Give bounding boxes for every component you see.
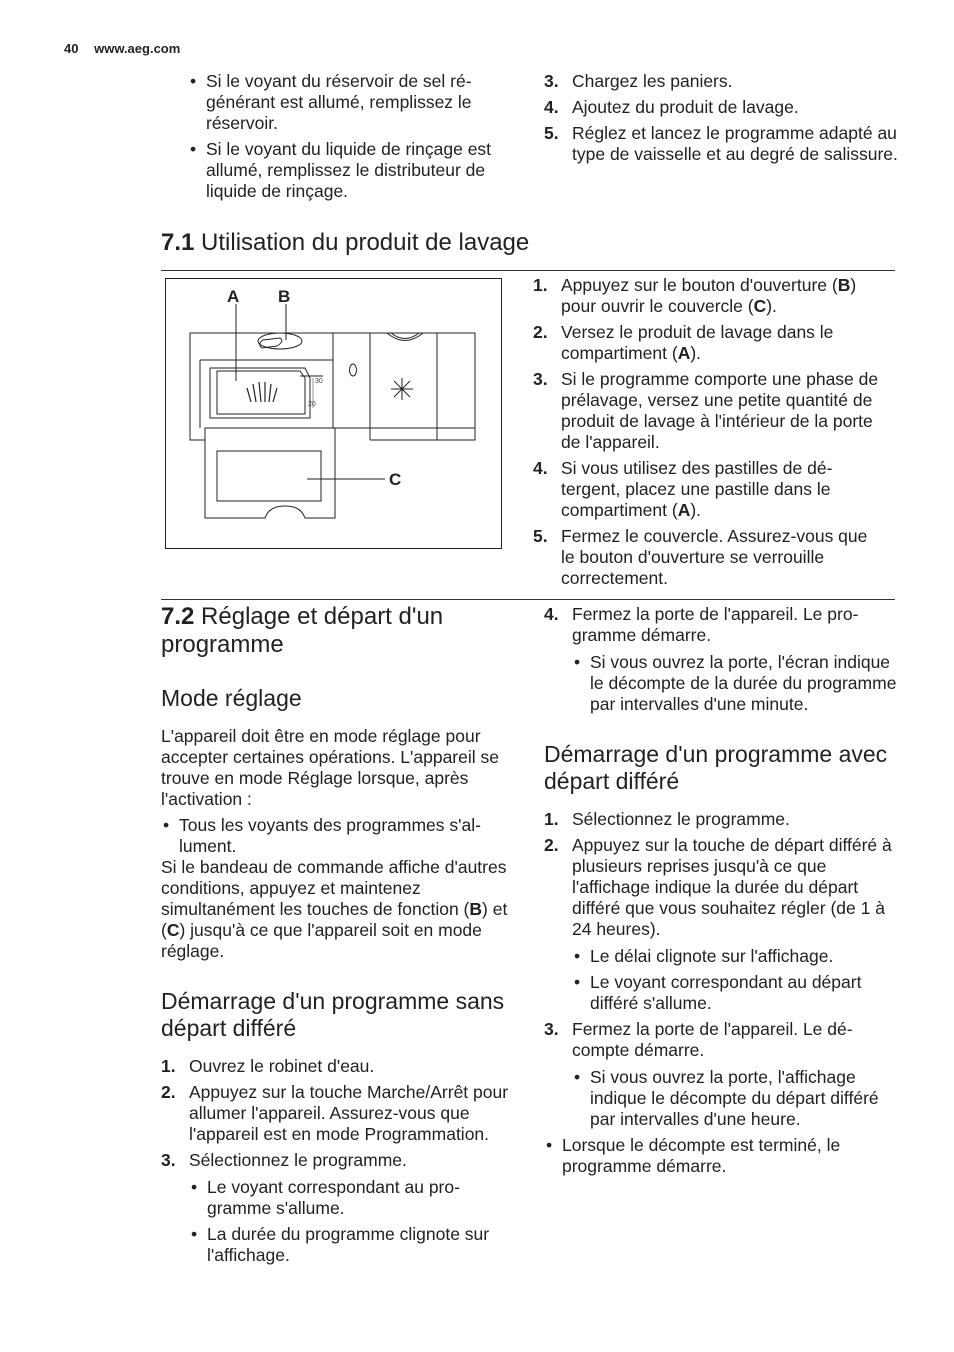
final-bullet-list	[544, 1135, 899, 1177]
list-item: • Si le voyant du réservoir de sel régénérant est allumé, remplissez le réservoir.	[188, 71, 506, 134]
list-item: 4. Si vous utilisez des pastilles de détergent, placez une pastille dans le compartiment (A).	[533, 458, 833, 520]
label-b: B	[278, 287, 291, 306]
page-header	[64, 38, 180, 59]
list-item: 3. Sélectionnez le programme. • Le voyant correspondant au programme s'allume. • La durée du programme clignote sur l'affichage.	[161, 1150, 513, 1266]
section-heading-7-2: 7.2 Réglage et départ d'un programme	[161, 603, 444, 658]
top-right-step-list	[544, 71, 899, 170]
mode-bullet-list	[161, 815, 513, 857]
list-item: • Si vous ouvrez la porte, l'affichage indique le décompte du départ différé par intervalles d'une heure.	[572, 1067, 899, 1130]
section-7-1-steps	[533, 275, 883, 594]
subheading-sans-depart: Démarrage d'un programme sans départ différé	[161, 988, 505, 1041]
list-item: 1. Appuyez sur le bouton d'ouverture (B) pour ouvrir le couvercle (C).	[533, 275, 857, 316]
list-item: • Le voyant correspondant au départ différé s'allume.	[572, 972, 899, 1014]
list-item: 5. Fermez le couvercle. Assurez-vous que le bouton d'ouverture se verrouille correctement.	[533, 526, 868, 588]
label-c: C	[389, 470, 402, 489]
top-left-bullet-list	[188, 71, 506, 207]
subheading-avec-depart: Démarrage d'un programme avec départ différé	[544, 741, 888, 794]
list-item: 1. Ouvrez le robinet d'eau.	[161, 1056, 375, 1076]
scale-label-30: 30	[315, 378, 323, 385]
list-item: 3. Chargez les paniers.	[544, 71, 733, 91]
sparkle-icon	[391, 378, 413, 400]
dispenser-figure	[165, 278, 502, 549]
list-item: 1. Sélectionnez le programme.	[544, 809, 790, 829]
page-number: 40	[64, 41, 79, 56]
section-7-2-right	[544, 604, 899, 1182]
list-item: 3. Si le programme comporte une phase de prélavage, versez une petite quantité de produit de lavage à l'intérieur de la porte de l'appareil.	[533, 369, 879, 452]
list-item: • La durée du programme clignote sur l'affichage.	[189, 1224, 513, 1266]
list-item: 2. Appuyez sur la touche Marche/Arrêt pour allumer l'appareil. Assurez-vous que l'appareil est en mode Programmation.	[161, 1082, 509, 1144]
section-heading-7-1: 7.1 Utilisation du produit de lavage	[161, 229, 530, 256]
list-item: 2. Versez le produit de lavage dans le compartiment (A).	[533, 322, 834, 363]
list-item: 4. Fermez la porte de l'appareil. Le programme démarre. • Si vous ouvrez la porte, l'écran indique le décompte de la durée du programme par intervalles d'une minute.	[544, 604, 899, 715]
list-item: • Si vous ouvrez la porte, l'écran indique le décompte de la durée du programme par intervalles d'une minute.	[572, 652, 899, 715]
list-item: 2. Appuyez sur la touche de départ différé à plusieurs reprises jusqu'à ce que l'affichage indique la durée du départ différé que vous souhaitez régler (de 1 à 24 heures). • Le délai clignote sur l'affichage. • Le voyant correspondant au départ différé s'allume.	[544, 835, 899, 1014]
section-rule	[161, 270, 895, 271]
right-steps	[544, 604, 899, 715]
sans-depart-steps	[161, 1056, 513, 1266]
list-item: • Tous les voyants des programmes s'allument.	[161, 815, 513, 857]
list-item: • Si le voyant du liquide de rinçage est allumé, remplissez le distributeur de liquide de rinçage.	[188, 139, 506, 202]
subheading-mode-reglage: Mode réglage	[161, 685, 302, 711]
list-item: 3. Fermez la porte de l'appareil. Le décompte démarre. • Si vous ouvrez la porte, l'affichage indique le décompte du départ différé par intervalles d'une heure.	[544, 1019, 899, 1130]
list-item: • Le délai clignote sur l'affichage.	[572, 946, 899, 967]
avec-depart-steps	[544, 809, 899, 1130]
list-item: • Lorsque le décompte est terminé, le programme démarre.	[544, 1135, 899, 1177]
label-a: A	[227, 287, 240, 306]
list-item: • Le voyant correspondant au programme s'allume.	[189, 1177, 513, 1219]
paragraph: L'appareil doit être en mode réglage pour accepter certaines opérations. L'appareil se trouve en mode Réglage lorsque, après l'activation :	[161, 726, 499, 809]
section-rule	[161, 599, 895, 600]
paragraph: Si le bandeau de commande affiche d'autres conditions, appuyez et maintenez simultanément les touches de fonction (B) et (C) jusqu'à ce que l'appareil soit en mode réglage.	[161, 857, 508, 961]
scale-label-20: 20	[308, 401, 316, 408]
website-link[interactable]: www.aeg.com	[94, 41, 181, 56]
list-item: 5. Réglez et lancez le programme adapté au type de vaisselle et au degré de salissure.	[544, 123, 898, 164]
list-item: 4. Ajoutez du produit de lavage.	[544, 97, 799, 117]
section-7-2-left	[161, 603, 513, 1271]
